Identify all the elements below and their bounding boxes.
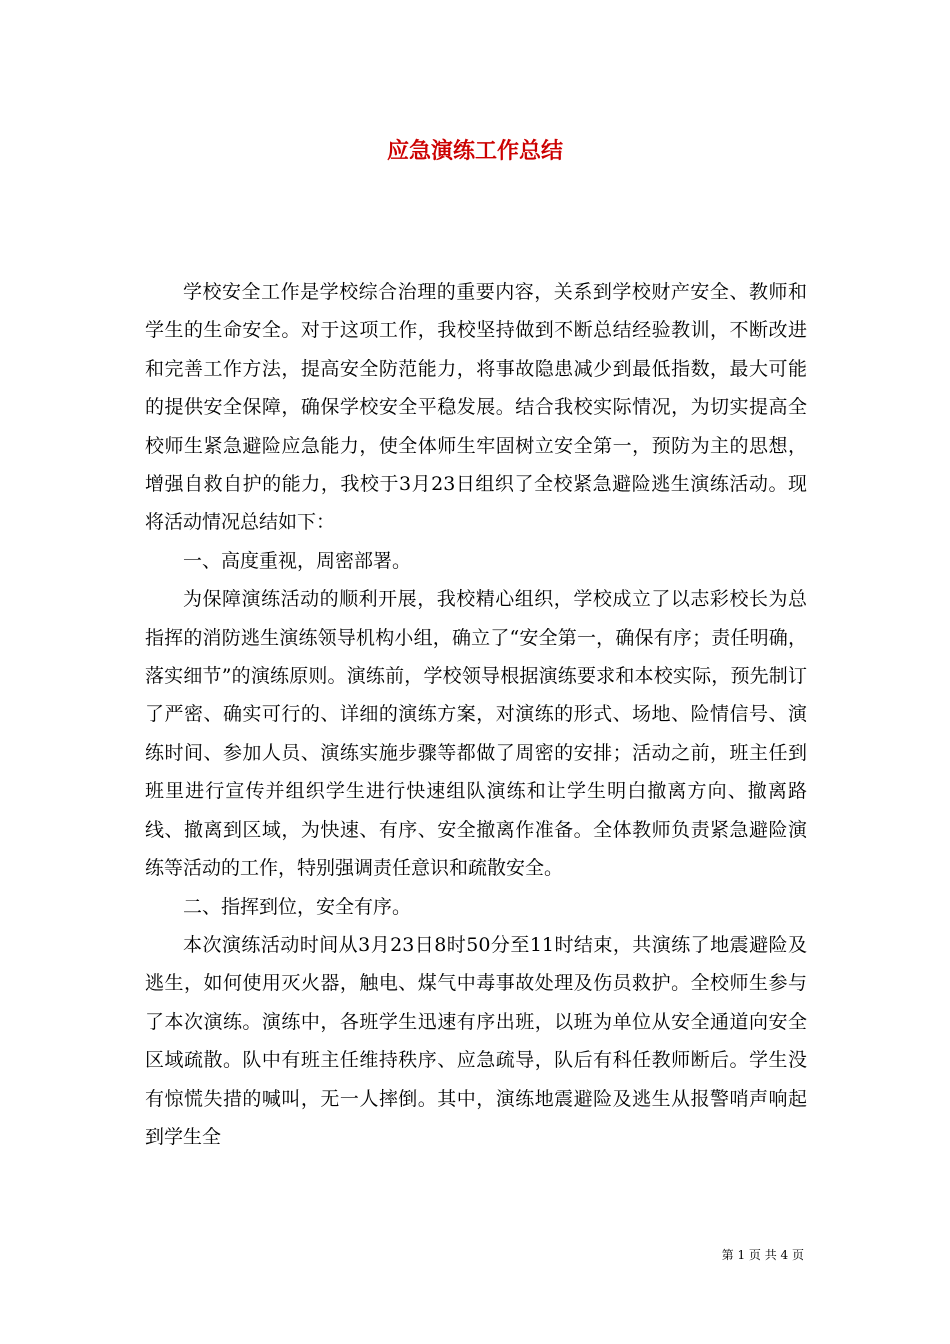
paragraph-section-2: 本次演练活动时间从3月23日8时50分至11时结束，共演练了地震避险及逃生，如何使用灭火器，触电、煤气中毒事故处理及伤员救护。全校师生参与了本次演练。演练中，各班学生迅速有序出班，以班为单位从安全通道向安全区域疏散。队中有班主任维持秩序、应急疏导，队后有科任教师断后。学生没有惊慌失措的喊叫，无一人摔倒。其中，演练地震避险及逃生从报警哨声响起到学生全	[145, 933, 807, 1148]
document-title: 应急演练工作总结	[386, 138, 563, 164]
paragraph-intro: 学校安全工作是学校综合治理的重要内容，关系到学校财产安全、教师和学生的生命安全。对于这项工作，我校坚持做到不断总结经验教训，不断改进和完善工作方法，提高安全防范能力，将事故隐患减少到最低指数，最大可能的提供安全保障，确保学校安全平稳发展。结合我校实际情况，为切实提高全校师生紧急避险应急能力，使全体师生牢固树立安全第一，预防为主的思想，增强自救自护的能力，我校于3月23日组织了全校紧急避险逃生演练活动。现将活动情况总结如下：	[145, 281, 807, 534]
document-body	[145, 273, 807, 1156]
paragraph-section-1: 为保障演练活动的顺利开展，我校精心组织，学校成立了以志彩校长为总指挥的消防逃生演练领导机构小组，确立了“安全第一，确保有序；责任明确，落实细节”的演练原则。演练前，学校领导根据演练要求和本校实际，预先制订了严密、确实可行的、详细的演练方案，对演练的形式、场地、险情信号、演练时间、参加人员、演练实施步骤等都做了周密的安排；活动之前，班主任到班里进行宣传并组织学生进行快速组队演练和让学生明白撤离方向、撤离路线、撤离到区域，为快速、有序、安全撤离作准备。全体教师负责紧急避险演练等活动的工作，特别强调责任意识和疏散安全。	[145, 588, 807, 880]
page-number-footer: 第 1 页 共 4 页	[721, 1248, 804, 1262]
section-heading-2: 二、指挥到位，安全有序。	[183, 895, 412, 918]
section-heading-1: 一、高度重视，周密部署。	[183, 549, 412, 572]
